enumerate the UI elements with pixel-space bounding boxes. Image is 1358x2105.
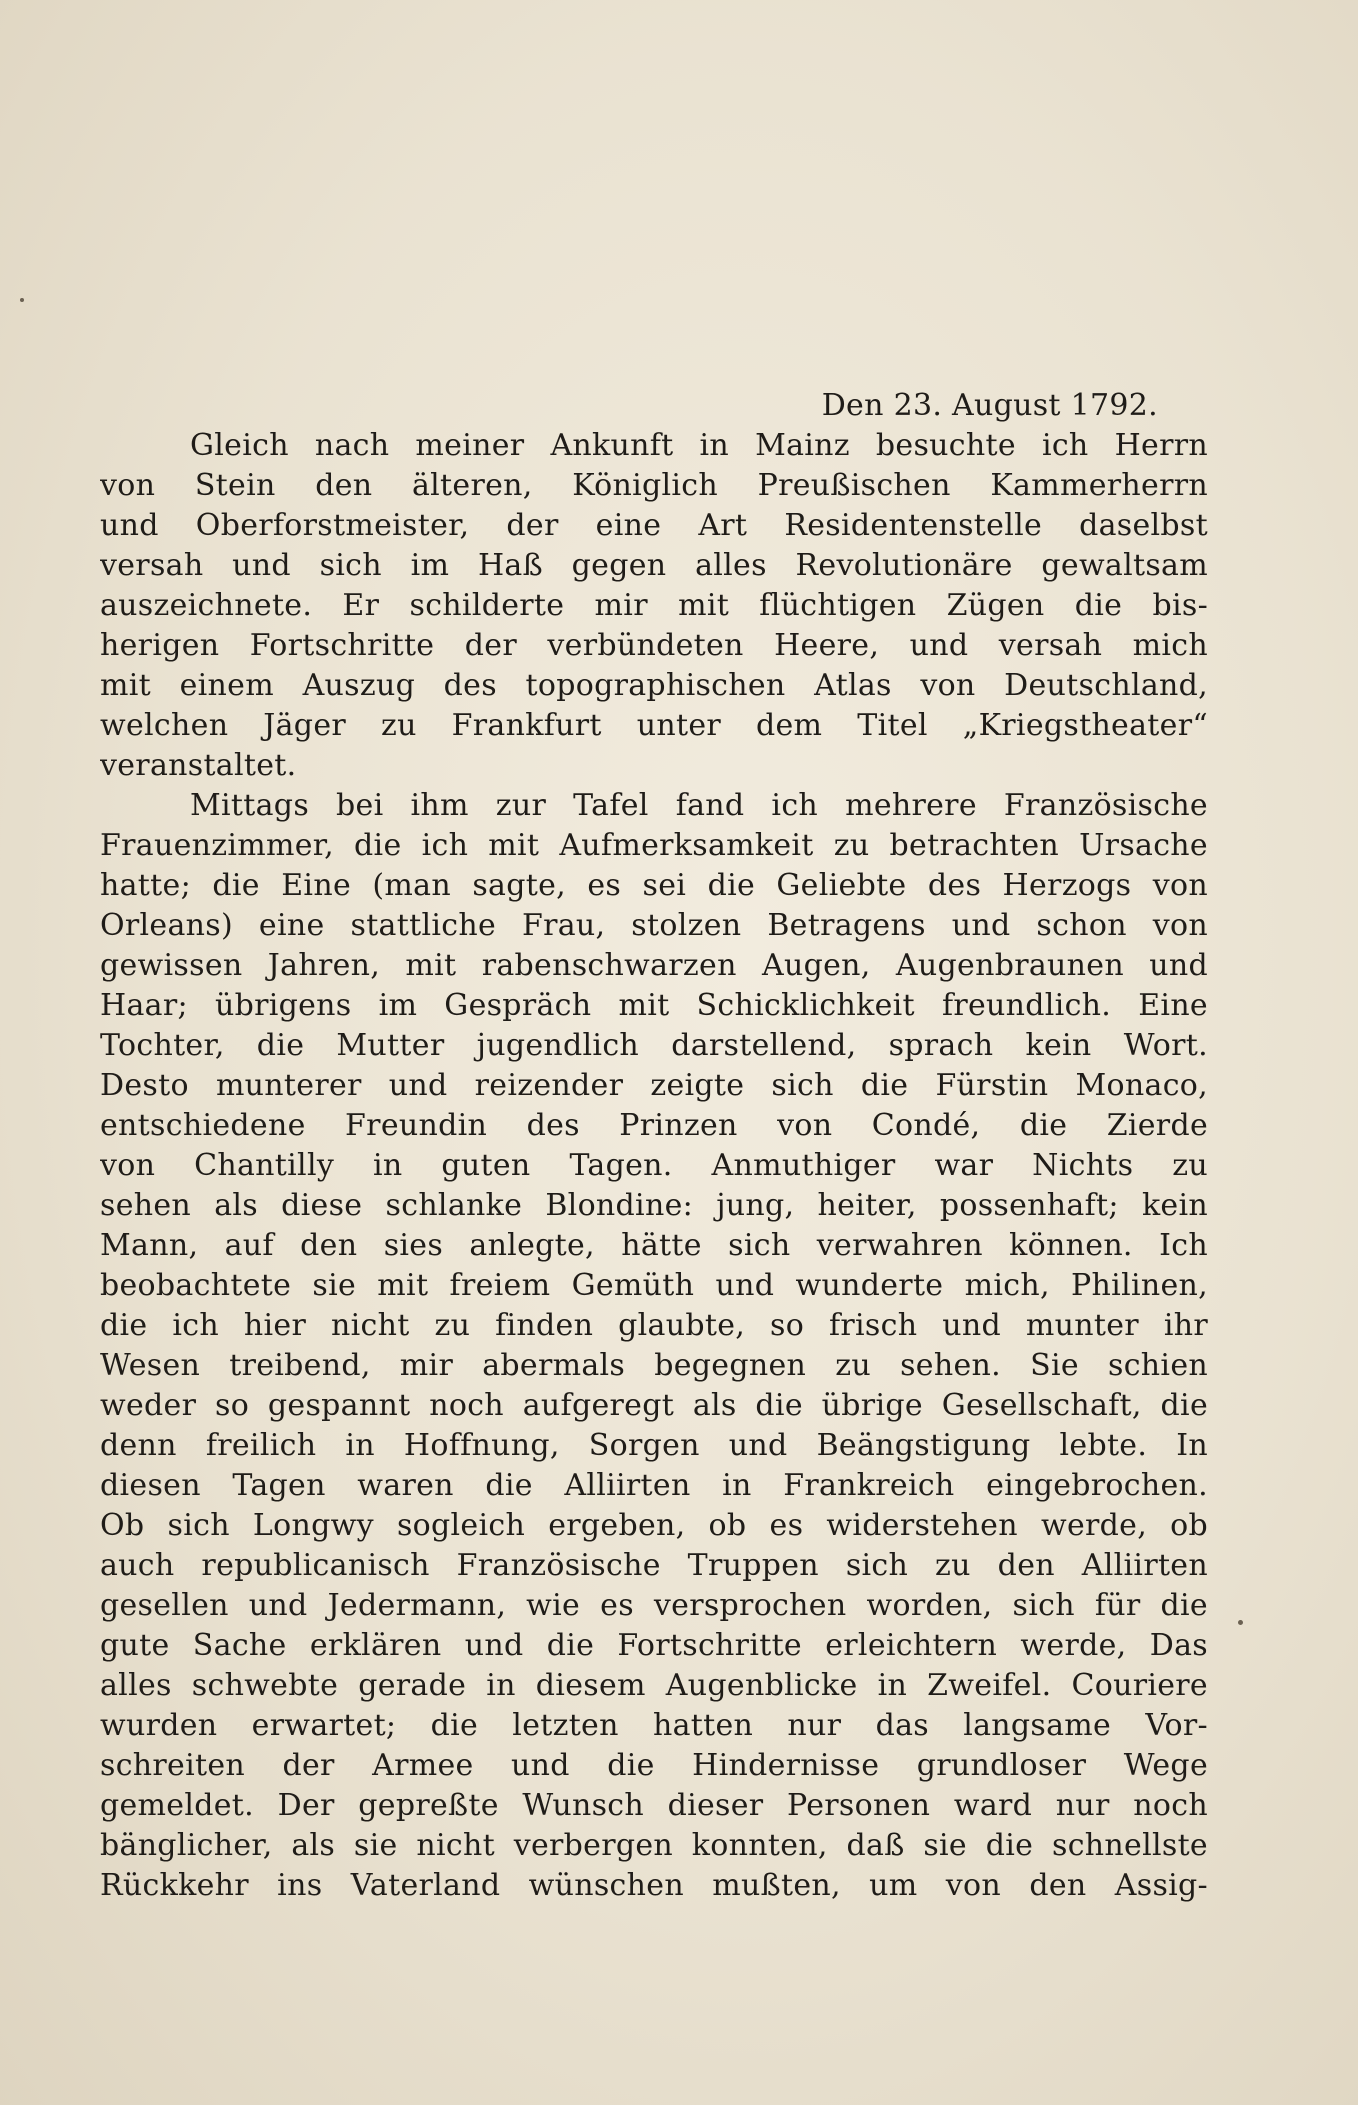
text-line: sehen als diese schlanke Blondine: jung, heiter, possenhaft; kein xyxy=(100,1188,1208,1223)
text-line: schreiten der Armee und die Hindernisse grundloser Wege xyxy=(100,1748,1208,1783)
text-line: weder so gespannt noch aufgeregt als die übrige Gesellschaft, die xyxy=(100,1388,1208,1423)
text-line: herigen Fortschritte der verbündeten Heere, und versah mich xyxy=(100,628,1208,663)
text-line: Desto munterer und reizender zeigte sich die Fürstin Monaco, xyxy=(100,1068,1208,1103)
text-line: Tochter, die Mutter jugendlich darstellend, sprach kein Wort. xyxy=(100,1028,1208,1063)
paper-speck xyxy=(20,298,24,302)
text-line: Orleans) eine stattliche Frau, stolzen Betragens und schon von xyxy=(100,908,1208,943)
text-line: von Chantilly in guten Tagen. Anmuthiger war Nichts zu xyxy=(100,1148,1208,1183)
text-line: hatte; die Eine (man sagte, es sei die Geliebte des Herzogs von xyxy=(100,868,1208,903)
text-line: beobachtete sie mit freiem Gemüth und wunderte mich, Philinen, xyxy=(100,1268,1208,1303)
text-line: diesen Tagen waren die Alliirten in Frankreich eingebrochen. xyxy=(100,1468,1208,1503)
text-line: Gleich nach meiner Ankunft in Mainz besuchte ich Herrn xyxy=(190,428,1208,463)
paper-speck xyxy=(1238,1620,1243,1625)
text-line: Ob sich Longwy sogleich ergeben, ob es widerstehen werde, ob xyxy=(100,1508,1208,1543)
text-line: gesellen und Jedermann, wie es versprochen worden, sich für die xyxy=(100,1588,1208,1623)
text-line: die ich hier nicht zu finden glaubte, so frisch und munter ihr xyxy=(100,1308,1208,1343)
text-line: alles schwebte gerade in diesem Augenblicke in Zweifel. Couriere xyxy=(100,1668,1208,1703)
text-line: Frauenzimmer, die ich mit Aufmerksamkeit zu betrachten Ursache xyxy=(100,828,1208,863)
text-line: Rückkehr ins Vaterland wünschen mußten, um von den Assig- xyxy=(100,1868,1208,1903)
text-line: auch republicanisch Französische Truppen sich zu den Alliirten xyxy=(100,1548,1208,1583)
text-line: veranstaltet. xyxy=(100,748,297,783)
text-line: denn freilich in Hoffnung, Sorgen und Beängstigung lebte. In xyxy=(100,1428,1208,1463)
text-line: gewissen Jahren, mit rabenschwarzen Augen, Augenbraunen und xyxy=(100,948,1208,983)
text-line: und Oberforstmeister, der eine Art Residentenstelle daselbst xyxy=(100,508,1208,543)
text-line: welchen Jäger zu Frankfurt unter dem Titel „Kriegstheater“ xyxy=(100,708,1208,743)
text-line: Haar; übrigens im Gespräch mit Schicklichkeit freundlich. Eine xyxy=(100,988,1208,1023)
text-line: gemeldet. Der gepreßte Wunsch dieser Personen ward nur noch xyxy=(100,1788,1208,1823)
text-line: Mann, auf den sies anlegte, hätte sich verwahren können. Ich xyxy=(100,1228,1208,1263)
text-line: gute Sache erklären und die Fortschritte erleichtern werde, Das xyxy=(100,1628,1208,1663)
text-line: auszeichnete. Er schilderte mir mit flüchtigen Zügen die bis- xyxy=(100,588,1208,623)
text-line: wurden erwartet; die letzten hatten nur das langsame Vor- xyxy=(100,1708,1208,1743)
text-line: mit einem Auszug des topographischen Atlas von Deutschland, xyxy=(100,668,1208,703)
paragraph-2 xyxy=(100,786,1208,1906)
text-line: Wesen treibend, mir abermals begegnen zu sehen. Sie schien xyxy=(100,1348,1208,1383)
text-line: von Stein den älteren, Königlich Preußischen Kammerherrn xyxy=(100,468,1208,503)
text-line: Mittags bei ihm zur Tafel fand ich mehrere Französische xyxy=(190,788,1208,823)
text-line: bänglicher, als sie nicht verbergen konnten, daß sie die schnellste xyxy=(100,1828,1208,1863)
text-line: entschiedene Freundin des Prinzen von Condé, die Zierde xyxy=(100,1108,1208,1143)
text-line: versah und sich im Haß gegen alles Revolutionäre gewaltsam xyxy=(100,548,1208,583)
date-heading: Den 23. August 1792. xyxy=(821,388,1158,423)
paragraph-1 xyxy=(100,426,1208,786)
page-text xyxy=(100,386,1208,1906)
